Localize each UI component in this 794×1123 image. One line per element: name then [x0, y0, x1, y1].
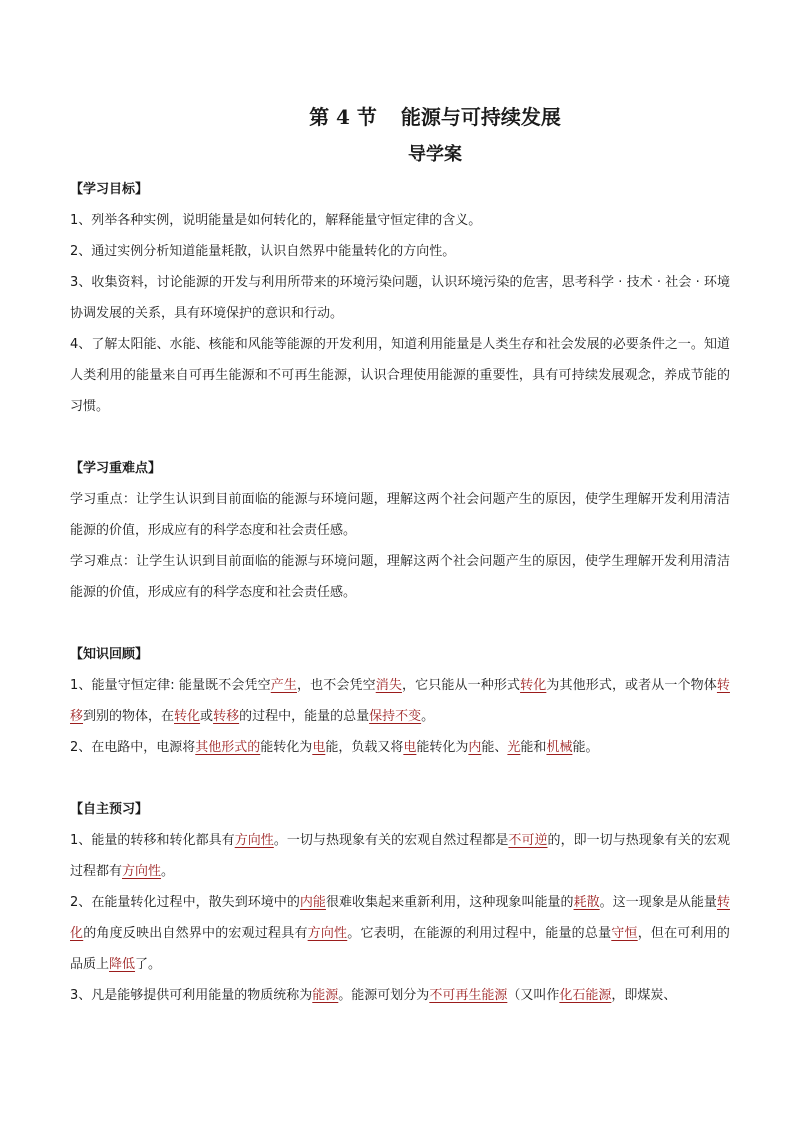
goal-item-4: 4、了解太阳能、水能、核能和风能等能源的开发利用，知道利用能量是人类生存和社会发展的必要条件之一。知道人类利用的能量来自可再生能源和不可再生能源，认识合理使用能源的重要性，具有可持续发展观念，养成节能的习惯。 [70, 337, 730, 414]
answer-blank: 耗散 [573, 895, 600, 910]
preview-heading: 【自主预习】 [70, 802, 149, 817]
answer-blank: 电 [312, 740, 326, 755]
answer-blank: 转化 [520, 678, 547, 693]
answer-blank: 电 [403, 740, 417, 755]
goal-item-1: 1、列举各种实例，说明能量是如何转化的，解释能量守恒定律的含义。 [70, 213, 482, 228]
review-item-2: 2、在电路中，电源将其他形式的能转化为电能，负载又将电能转化为内能、光能和机械能。 [70, 740, 599, 755]
answer-blank: 产生 [270, 678, 297, 693]
answer-blank: 消失 [375, 678, 402, 693]
answer-blank: 转化 [174, 709, 201, 724]
keypoint-focus: 学习重点：让学生认识到目前面临的能源与环境问题，理解这两个社会问题产生的原因，使学生理解开发利用清洁能源的价值，形成应有的科学态度和社会责任感。 [70, 492, 730, 538]
answer-blank: 降低 [109, 957, 136, 972]
title-text: 能源与可持续发展 [400, 105, 561, 129]
goal-item-2: 2、通过实例分析知道能量耗散，认识自然界中能量转化的方向性。 [70, 244, 456, 259]
title-section-number: 第 4 节 [309, 105, 377, 129]
answer-blank: 光 [507, 740, 521, 755]
answer-blank: 内能 [299, 895, 326, 910]
goal-item-3: 3、收集资料，讨论能源的开发与利用所带来的环境污染问题，认识环境污染的危害，思考科学 · 技术 · 社会 · 环境协调发展的关系，具有环境保护的意识和行动。 [70, 275, 730, 321]
answer-blank: 转移 [213, 709, 240, 724]
document-page [70, 100, 730, 1011]
preview-item-3: 3、凡是能够提供可利用能量的物质统称为能源。能源可划分为不可再生能源（又叫作化石能源，即煤炭、 [70, 988, 677, 1003]
answer-blank: 保持不变 [369, 709, 422, 724]
goals-heading: 【学习目标】 [70, 182, 149, 197]
answer-blank: 内 [468, 740, 482, 755]
keypoint-difficulty: 学习难点：让学生认识到目前面临的能源与环境问题，理解这两个社会问题产生的原因，使学生理解开发利用清洁能源的价值，形成应有的科学态度和社会责任感。 [70, 554, 730, 600]
answer-blank: 转化 [70, 895, 730, 941]
review-item-1: 1、能量守恒定律: 能量既不会凭空产生，也不会凭空消失，它只能从一种形式转化为其他形式，或者从一个物体转移到别的物体，在转化或转移的过程中，能量的总量保持不变。 [70, 678, 730, 724]
answer-blank: 不可再生能源 [429, 988, 508, 1003]
answer-blank: 其他形式的 [195, 740, 261, 755]
answer-blank: 方向性 [307, 926, 348, 941]
preview-item-1: 1、能量的转移和转化都具有方向性。一切与热现象有关的宏观自然过程都是不可逆的，即一切与热现象有关的宏观过程都有方向性。 [70, 833, 730, 879]
preview-item-2: 2、在能量转化过程中，散失到环境中的内能很难收集起来重新利用，这种现象叫能量的耗散。这一现象是从能量转化的角度反映出自然界中的宏观过程具有方向性。它表明，在能源的利用过程中，能量的总量守恒，但在可利用的品质上降低了。 [70, 895, 730, 972]
page-title [70, 100, 730, 134]
answer-blank: 机械 [546, 740, 573, 755]
answer-blank: 化石能源 [559, 988, 612, 1003]
answer-blank: 方向性 [122, 864, 162, 879]
answer-blank: 守恒 [611, 926, 638, 941]
answer-blank: 能源 [312, 988, 339, 1003]
review-heading: 【知识回顾】 [70, 647, 149, 662]
answer-blank: 方向性 [234, 833, 274, 848]
answer-blank: 不可逆 [508, 833, 548, 848]
answer-blank: 转移 [70, 678, 730, 724]
keypoints-heading: 【学习重难点】 [70, 461, 162, 476]
page-subtitle: 导学案 [408, 144, 462, 165]
